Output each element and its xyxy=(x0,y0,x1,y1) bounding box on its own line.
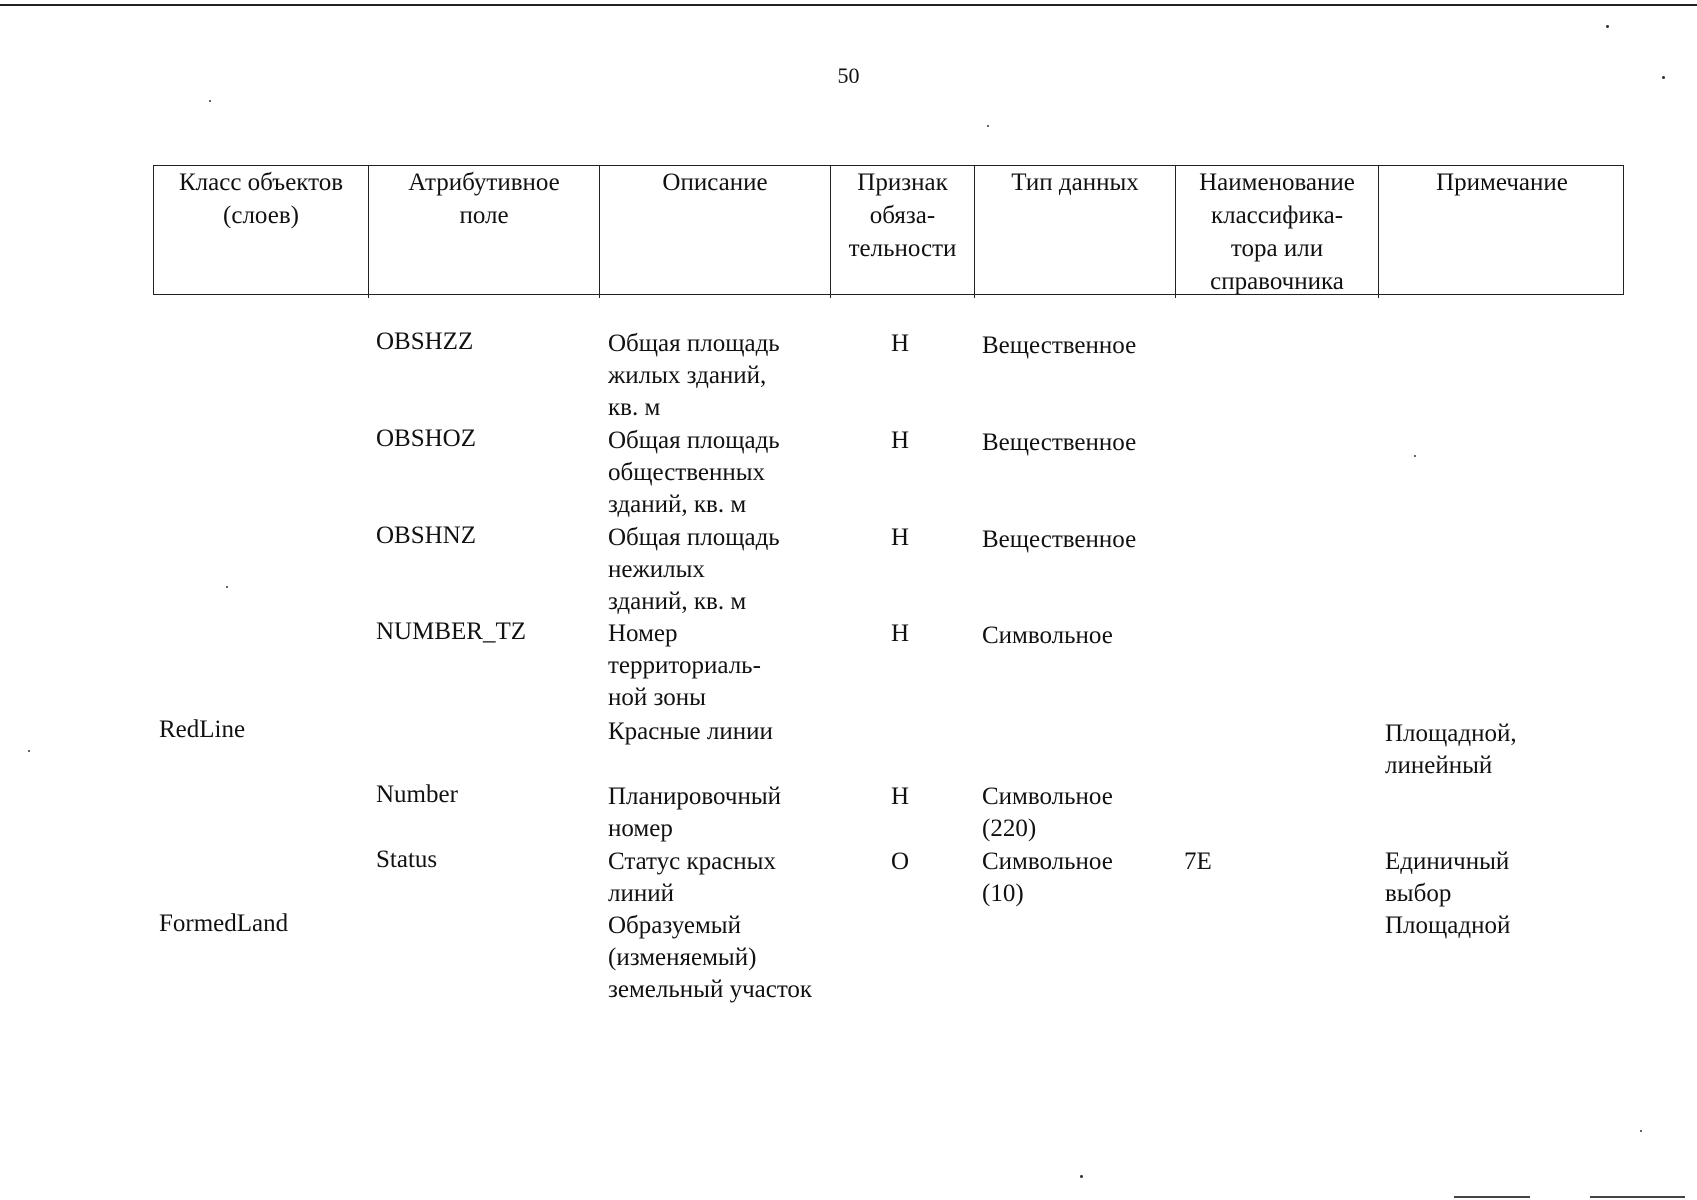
row-3-desc: Номер территориаль- ной зоны xyxy=(608,620,761,711)
row-6-note: Единичный выбор xyxy=(1385,848,1510,907)
header-attribute-field: Атрибутивное поле xyxy=(369,166,600,298)
scan-speck xyxy=(1414,455,1416,457)
row-6-classifier: 7Е xyxy=(1184,848,1212,875)
header-data-type: Тип данных xyxy=(975,166,1176,298)
bottom-rule xyxy=(1454,1196,1530,1198)
row-2-type: Вещественное xyxy=(982,526,1137,553)
row-0-attr: OBSHZZ xyxy=(376,328,474,355)
row-5-type: Символьное (220) xyxy=(982,783,1113,842)
row-2-attr: OBSHNZ xyxy=(376,522,477,549)
bottom-rule xyxy=(1590,1196,1685,1198)
scan-speck xyxy=(1640,1130,1642,1132)
row-0-req: Н xyxy=(890,330,910,357)
row-1-desc: Общая площадь общественных зданий, кв. м xyxy=(608,427,780,518)
scan-speck xyxy=(987,125,989,127)
row-7-class: FormedLand xyxy=(159,910,289,937)
row-1-attr: OBSHOZ xyxy=(376,425,477,452)
header-description: Описание xyxy=(600,166,831,298)
row-7-note: Площадной xyxy=(1385,912,1511,939)
row-4-note: Площадной, линейный xyxy=(1385,720,1517,779)
row-4-class: RedLine xyxy=(159,716,246,743)
row-0-desc: Общая площадь жилых зданий, кв. м xyxy=(608,330,780,421)
row-6-type: Символьное (10) xyxy=(982,848,1113,907)
row-6-desc: Статус красных линий xyxy=(608,848,776,907)
scan-speck xyxy=(226,586,228,588)
row-5-attr: Number xyxy=(376,781,458,808)
row-6-attr: Status xyxy=(376,846,438,873)
header-class: Класс объектов (слоев) xyxy=(154,166,369,298)
row-5-req: Н xyxy=(890,783,910,810)
row-5-desc: Планировочный номер xyxy=(608,783,781,842)
scan-speck xyxy=(1080,1175,1083,1178)
scan-speck xyxy=(209,100,211,102)
scan-speck xyxy=(28,750,30,752)
row-7-desc: Образуемый (изменяемый) земельный участок xyxy=(608,912,813,1003)
scan-speck xyxy=(1662,76,1665,79)
header-classifier: Наименование классифика- тора или справочника xyxy=(1176,166,1379,298)
header-note: Примечание xyxy=(1436,169,1568,196)
row-1-req: Н xyxy=(890,427,910,454)
row-4-desc: Красные линии xyxy=(608,718,773,745)
header-required-flag: Признак обяза- тельности xyxy=(831,166,975,298)
row-0-type: Вещественное xyxy=(982,332,1137,359)
scan-speck xyxy=(1606,25,1609,28)
row-2-req: Н xyxy=(890,524,910,551)
row-3-type: Символьное xyxy=(982,622,1113,649)
page-number: 50 xyxy=(837,63,860,88)
row-1-type: Вещественное xyxy=(982,429,1137,456)
row-3-req: Н xyxy=(890,620,910,647)
row-6-req: О xyxy=(890,848,910,875)
row-2-desc: Общая площадь нежилых зданий, кв. м xyxy=(608,524,780,615)
row-3-attr: NUMBER_TZ xyxy=(376,618,526,645)
